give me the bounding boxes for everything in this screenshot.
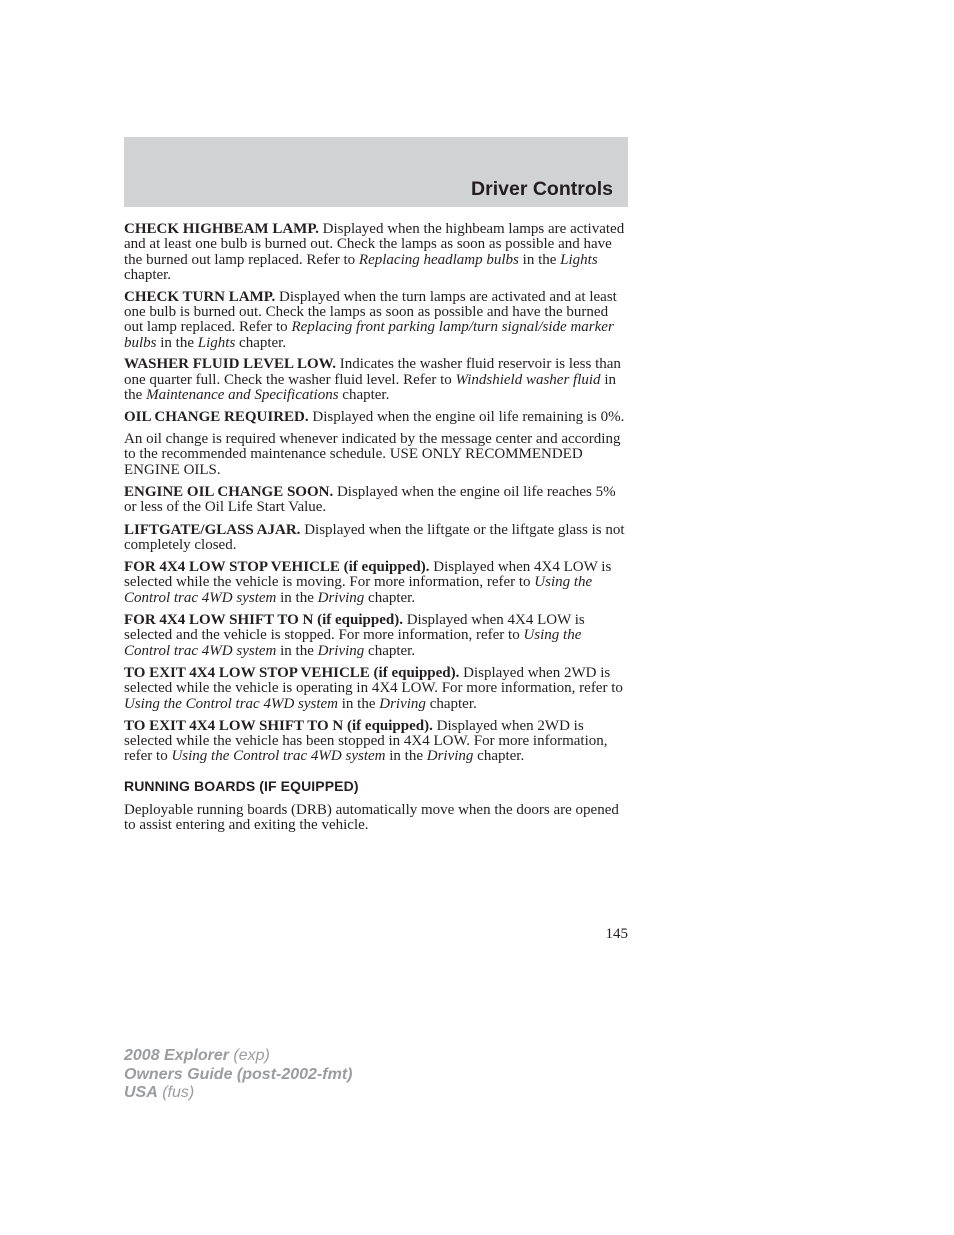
body-text: in the [124, 371, 616, 403]
cross-reference: Using the Control trac 4WD system [124, 695, 339, 712]
body-text: in the [276, 642, 318, 659]
chapter-reference: Driving [317, 642, 365, 659]
body-text: chapter. [425, 695, 477, 712]
footer-market-code: (fus) [157, 1084, 195, 1101]
cross-reference: Windshield washer fluid [455, 371, 601, 388]
paragraph-exit-4x4-low-shift-to-n [124, 719, 629, 765]
body-text: chapter. [364, 589, 416, 606]
cross-reference: Using the Control trac 4WD system [171, 748, 386, 765]
body-text: chapter. [124, 266, 172, 283]
message-label: LIFTGATE/GLASS AJAR. [124, 521, 301, 538]
body-text: Displayed when 2WD is selected while the vehicle is operating in 4X4 LOW. For more information, refer to [124, 664, 623, 697]
body-text: chapter. [364, 642, 416, 659]
message-label: CHECK HIGHBEAM LAMP. [124, 221, 319, 237]
body-text: chapter. [338, 386, 390, 403]
body-text: in the [156, 334, 198, 351]
message-label: FOR 4X4 LOW SHIFT TO N (if equipped). [124, 612, 403, 629]
cross-reference: Using the Control trac 4WD system [124, 574, 593, 606]
body-text: Displayed when 2WD is selected while the vehicle has been stopped in 4X4 LOW. For more information, refer to [124, 717, 608, 765]
cross-reference: Replacing headlamp bulbs [358, 251, 519, 268]
paragraph-oil-change-required [124, 410, 629, 425]
body-text: Displayed when the liftgate or the liftgate glass is not completely closed. [124, 521, 625, 553]
body-text: Displayed when the engine oil life reaches 5% or less of the Oil Life Start Value. [124, 483, 616, 516]
body-text: Displayed when 4X4 LOW is selected while the vehicle is moving. For more information, refer to [124, 559, 612, 591]
footer-line-market [124, 1084, 352, 1103]
message-label: CHECK TURN LAMP. [124, 288, 276, 305]
footer-market: USA [124, 1084, 158, 1101]
paragraph-check-highbeam-lamp [124, 222, 629, 283]
body-text: in the [385, 748, 427, 765]
section-heading-running-boards: RUNNING BOARDS (IF EQUIPPED) [124, 777, 359, 794]
chapter-reference: Driving [426, 748, 474, 765]
body-text: in the [338, 695, 380, 712]
chapter-reference: Driving [317, 589, 365, 606]
footer-line-guide [124, 1066, 352, 1085]
message-label: FOR 4X4 LOW STOP VEHICLE (if equipped). [124, 559, 430, 576]
body-text: Displayed when the engine oil life remaining is 0%. [308, 408, 625, 425]
message-label: ENGINE OIL CHANGE SOON. [124, 483, 334, 500]
page-number: 145 [605, 926, 628, 942]
paragraph-liftgate-glass-ajar [124, 523, 629, 554]
paragraph-running-boards [124, 803, 629, 834]
message-label: WASHER FLUID LEVEL LOW. [124, 356, 337, 373]
footer-guide: Owners Guide (post-2002-fmt) [124, 1065, 353, 1083]
paragraph-oil-change-note [124, 432, 629, 478]
cross-reference: Using the Control trac 4WD system [124, 627, 582, 659]
message-label: TO EXIT 4X4 LOW SHIFT TO N (if equipped). [124, 717, 433, 734]
chapter-reference: Driving [379, 695, 426, 712]
message-label: TO EXIT 4X4 LOW STOP VEHICLE (if equipped). [124, 664, 460, 681]
footer-line-model [124, 1047, 352, 1066]
paragraph-exit-4x4-low-stop-vehicle [124, 666, 629, 712]
chapter-reference: Lights [197, 334, 236, 351]
footer-model: 2008 Explorer [124, 1047, 229, 1064]
page-content [124, 222, 629, 840]
body-text: Deployable running boards (DRB) automatically move when the doors are opened to assist entering and exiting the vehicle. [124, 802, 619, 834]
chapter-header-band [124, 137, 628, 207]
cross-reference: Replacing front parking lamp/turn signal/side marker bulbs [124, 319, 614, 351]
chapter-reference: Lights [560, 251, 598, 268]
body-text: Displayed when the highbeam lamps are activated and at least one bulb is burned out. Check the lamps as soon as possible and have the burned out lamp replaced. Refer to [124, 221, 625, 268]
body-text: in the [518, 251, 561, 268]
paragraph-4x4-low-stop-vehicle [124, 560, 629, 606]
message-label: OIL CHANGE REQUIRED. [124, 408, 309, 425]
body-text: Indicates the washer fluid reservoir is less than one quarter full. Check the washer fluid level. Refer to [124, 356, 621, 388]
body-text: chapter. [473, 748, 525, 765]
body-text: An oil change is required whenever indicated by the message center and according to the recommended maintenance schedule. USE ONLY RECOMMENDED ENGINE OILS. [124, 431, 621, 478]
chapter-reference: Maintenance and Specifications [146, 386, 339, 403]
paragraph-4x4-low-shift-to-n [124, 613, 629, 659]
body-text: in the [276, 589, 318, 606]
chapter-title: Driver Controls [471, 178, 613, 200]
document-footer [124, 1047, 352, 1103]
footer-model-code: (exp) [228, 1047, 270, 1064]
paragraph-check-turn-lamp [124, 290, 629, 351]
paragraph-engine-oil-change-soon [124, 485, 629, 516]
body-text: Displayed when 4X4 LOW is selected and the vehicle is stopped. For more information, refer to [124, 612, 585, 644]
paragraph-washer-fluid-level-low [124, 357, 629, 403]
body-text: Displayed when the turn lamps are activated and at least one bulb is burned out. Check the lamps as soon as possible and have the burned out lamp replaced. Refer to [124, 288, 617, 336]
body-text: chapter. [235, 334, 287, 351]
